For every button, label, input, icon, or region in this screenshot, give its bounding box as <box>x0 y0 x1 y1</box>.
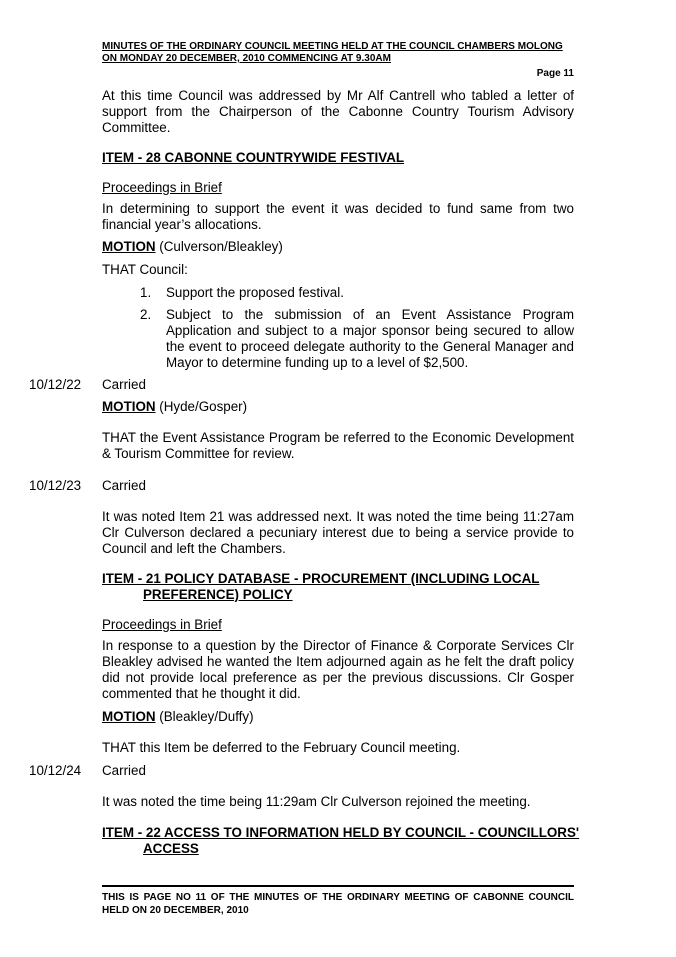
motion-movers: (Culverson/Bleakley) <box>155 239 283 254</box>
item-21-motion <box>102 709 254 724</box>
minutes-header-title: MINUTES OF THE ORDINARY COUNCIL MEETING HELD AT THE COUNCIL CHAMBERS MOLONG ON MONDAY 20 DECEMBER, 2010 COMMENCING AT 9.30AM <box>102 41 563 64</box>
resolution-number: 10/12/24 <box>29 763 82 778</box>
motion-label: MOTION <box>102 239 156 254</box>
motion-result: Carried <box>102 478 146 493</box>
item-28-proceedings-subheading: Proceedings in Brief <box>102 180 222 195</box>
item-28-note: It was noted Item 21 was addressed next. It was noted the time being 11:27am Clr Culverson declared a pecuniary interest due to being a service provide to Council and left the Chambers. <box>102 509 574 556</box>
resolution-number: 10/12/22 <box>29 377 82 392</box>
resolution-number: 10/12/23 <box>29 478 82 493</box>
motion-result: Carried <box>102 377 146 392</box>
item-28-motion-2 <box>102 399 247 414</box>
item-21-motion-text: THAT this Item be deferred to the February Council meeting. <box>102 740 461 755</box>
item-21-note: It was noted the time being 11:29am Clr Culverson rejoined the meeting. <box>102 794 531 809</box>
item-28-motion-1 <box>102 239 283 254</box>
footer-divider <box>102 885 574 887</box>
item-28-motion-1-that: THAT Council: <box>102 262 188 277</box>
item-21-heading: ITEM - 21 POLICY DATABASE - PROCUREMENT (INCLUDING LOCAL PREFERENCE) POLICY <box>102 571 540 602</box>
motion-movers: (Bleakley/Duffy) <box>155 709 254 724</box>
list-item-text: Subject to the submission of an Event Assistance Program Application and subject to a major sponsor being secured to allow the event to proceed delegate authority to the General Manager and Mayor to determine funding up to a level of $2,500. <box>166 307 574 370</box>
item-28-heading: ITEM - 28 CABONNE COUNTRYWIDE FESTIVAL <box>102 150 405 165</box>
intro-paragraph: At this time Council was addressed by Mr Alf Cantrell who tabled a letter of support from the Chairperson of the Cabonne Country Tourism Advisory Committee. <box>102 88 574 135</box>
list-item-number: 2. <box>140 307 152 322</box>
page-footer: THIS IS PAGE NO 11 OF THE MINUTES OF THE ORDINARY MEETING OF CABONNE COUNCIL HELD ON 20 DECEMBER, 2010 <box>102 892 574 916</box>
list-item-text: Support the proposed festival. <box>166 285 344 300</box>
page-number: Page 11 <box>536 68 574 79</box>
item-21-proceedings-subheading: Proceedings in Brief <box>102 617 222 632</box>
motion-list-item <box>140 307 574 371</box>
item-22-heading: ITEM - 22 ACCESS TO INFORMATION HELD BY COUNCIL - COUNCILLORS' ACCESS <box>102 825 580 856</box>
motion-label: MOTION <box>102 399 156 414</box>
item-28-proceedings-text: In determining to support the event it was decided to fund same from two financial year’s allocations. <box>102 201 574 232</box>
list-item-number: 1. <box>140 285 152 300</box>
motion-movers: (Hyde/Gosper) <box>155 399 248 414</box>
motion-label: MOTION <box>102 709 156 724</box>
motion-result: Carried <box>102 763 146 778</box>
motion-list-item <box>140 285 574 301</box>
item-21-proceedings-text: In response to a question by the Director of Finance & Corporate Services Clr Bleakley advised he wanted the Item adjourned again as he felt the draft policy did not provide local preference as per the previous discussions. Clr Gosper commented that he thought it did. <box>102 638 574 701</box>
item-28-motion-2-text: THAT the Event Assistance Program be referred to the Economic Development & Tourism Committee for review. <box>102 430 574 461</box>
